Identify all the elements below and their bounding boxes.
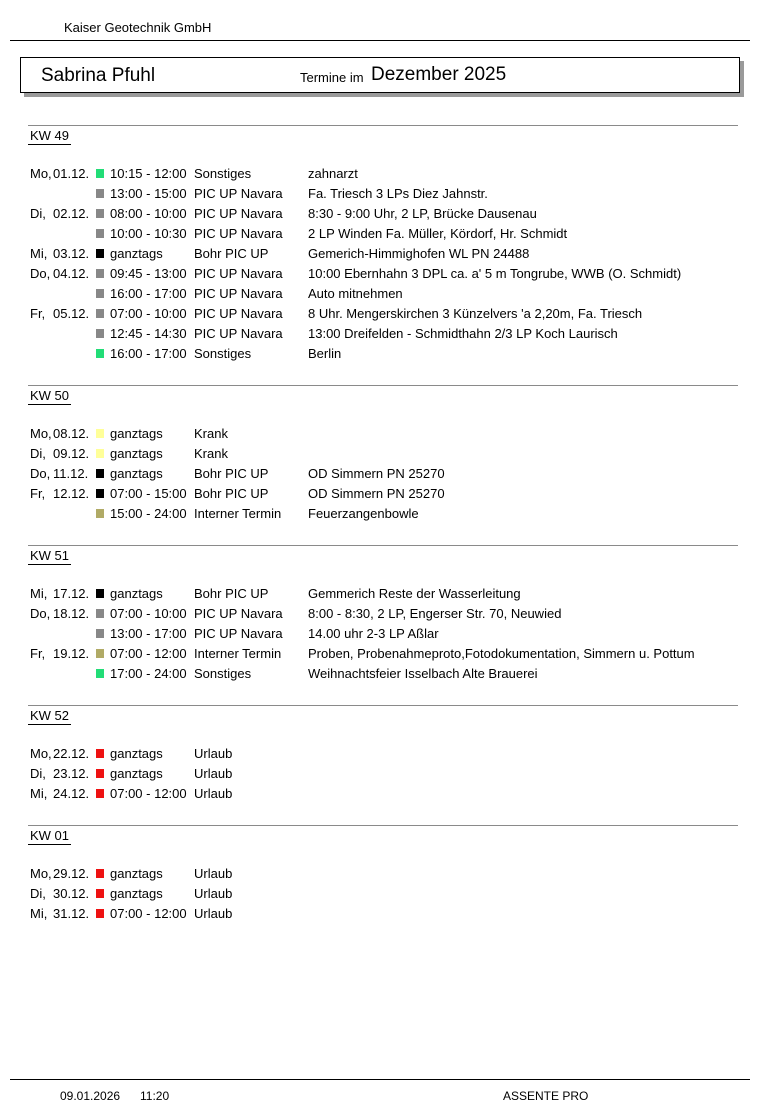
week-label: KW 01 bbox=[30, 828, 70, 843]
day-label: Di, bbox=[30, 446, 46, 461]
date-label: 01.12. bbox=[53, 166, 90, 181]
category-label: PIC UP Navara bbox=[194, 226, 283, 241]
day-label: Fr, bbox=[30, 486, 46, 501]
date-label: 23.12. bbox=[53, 766, 90, 781]
description: 10:00 Ebernhahn 3 DPL ca. a' 5 m Tongrube, WWB (O. Schmidt) bbox=[308, 266, 682, 281]
description: 14.00 uhr 2-3 LP Aßlar bbox=[308, 626, 439, 641]
date-label: 30.12. bbox=[53, 886, 90, 901]
day-label: Mi, bbox=[30, 786, 48, 801]
category-label: Interner Termin bbox=[194, 646, 282, 661]
footer-divider bbox=[10, 1079, 750, 1080]
week-label: KW 52 bbox=[30, 708, 70, 723]
day-label: Fr, bbox=[30, 306, 46, 321]
time-range: 13:00 - 15:00 bbox=[110, 186, 187, 201]
week-divider bbox=[28, 705, 738, 706]
description: OD Simmern PN 25270 bbox=[308, 466, 445, 481]
description: 8:30 - 9:00 Uhr, 2 LP, Brücke Dausenau bbox=[308, 206, 537, 221]
category-color-square bbox=[96, 609, 104, 618]
day-label: Mo, bbox=[30, 426, 52, 441]
app-name: ASSENTE PRO bbox=[503, 1089, 589, 1103]
category-color-square bbox=[96, 169, 104, 178]
description: Fa. Triesch 3 LPs Diez Jahnstr. bbox=[308, 186, 488, 201]
time-range: 07:00 - 12:00 bbox=[110, 786, 187, 801]
description: Berlin bbox=[308, 346, 342, 361]
time-range: ganztags bbox=[110, 446, 163, 461]
day-label: Do, bbox=[30, 466, 51, 481]
category-color-square bbox=[96, 509, 104, 518]
header-divider bbox=[10, 40, 750, 41]
time-range: 07:00 - 10:00 bbox=[110, 306, 187, 321]
day-label: Di, bbox=[30, 206, 46, 221]
description: 2 LP Winden Fa. Müller, Kördorf, Hr. Schmidt bbox=[308, 226, 568, 241]
category-color-square bbox=[96, 209, 104, 218]
time-range: 08:00 - 10:00 bbox=[110, 206, 187, 221]
company-name: Kaiser Geotechnik GmbH bbox=[64, 20, 212, 35]
category-label: Sonstiges bbox=[194, 166, 252, 181]
time-range: 07:00 - 12:00 bbox=[110, 646, 187, 661]
time-range: ganztags bbox=[110, 766, 163, 781]
date-label: 09.12. bbox=[53, 446, 90, 461]
date-label: 24.12. bbox=[53, 786, 90, 801]
description: Feuerzangenbowle bbox=[308, 506, 419, 521]
category-label: Bohr PIC UP bbox=[194, 486, 269, 501]
category-color-square bbox=[96, 449, 104, 458]
time-range: ganztags bbox=[110, 746, 163, 761]
week-divider bbox=[28, 125, 738, 126]
category-color-square bbox=[96, 189, 104, 198]
week-divider bbox=[28, 545, 738, 546]
category-color-square bbox=[96, 229, 104, 238]
category-color-square bbox=[96, 749, 104, 758]
day-label: Mi, bbox=[30, 586, 48, 601]
category-color-square bbox=[96, 649, 104, 658]
time-range: ganztags bbox=[110, 466, 163, 481]
category-color-square bbox=[96, 489, 104, 498]
date-label: 05.12. bbox=[53, 306, 90, 321]
category-color-square bbox=[96, 429, 104, 438]
category-color-square bbox=[96, 889, 104, 898]
time-range: 16:00 - 17:00 bbox=[110, 346, 187, 361]
time-range: ganztags bbox=[110, 586, 163, 601]
day-label: Mo, bbox=[30, 866, 52, 881]
date-label: 18.12. bbox=[53, 606, 90, 621]
date-label: 11.12. bbox=[53, 466, 89, 481]
category-color-square bbox=[96, 789, 104, 798]
date-label: 12.12. bbox=[53, 486, 90, 501]
date-label: 31.12. bbox=[53, 906, 90, 921]
description: zahnarzt bbox=[308, 166, 358, 181]
time-range: 09:45 - 13:00 bbox=[110, 266, 187, 281]
category-label: Urlaub bbox=[194, 866, 233, 881]
time-range: 17:00 - 24:00 bbox=[110, 666, 187, 681]
date-label: 29.12. bbox=[53, 866, 90, 881]
month-title: Dezember 2025 bbox=[371, 64, 507, 85]
category-label: Krank bbox=[194, 446, 228, 461]
time-range: 10:15 - 12:00 bbox=[110, 166, 187, 181]
week-label: KW 51 bbox=[30, 548, 70, 563]
termine-label: Termine im bbox=[300, 70, 364, 85]
category-color-square bbox=[96, 589, 104, 598]
category-label: PIC UP Navara bbox=[194, 186, 283, 201]
time-range: 12:45 - 14:30 bbox=[110, 326, 187, 341]
category-label: Krank bbox=[194, 426, 228, 441]
time-range: 07:00 - 15:00 bbox=[110, 486, 187, 501]
print-date: 09.01.2026 bbox=[60, 1089, 121, 1103]
category-color-square bbox=[96, 309, 104, 318]
description: 8 Uhr. Mengerskirchen 3 Künzelvers 'a 2,20m, Fa. Triesch bbox=[308, 306, 643, 321]
category-color-square bbox=[96, 669, 104, 678]
date-label: 03.12. bbox=[53, 246, 90, 261]
category-color-square bbox=[96, 769, 104, 778]
category-label: Urlaub bbox=[194, 786, 233, 801]
date-label: 19.12. bbox=[53, 646, 90, 661]
day-label: Di, bbox=[30, 766, 46, 781]
time-range: ganztags bbox=[110, 866, 163, 881]
week-label: KW 50 bbox=[30, 388, 70, 403]
category-label: PIC UP Navara bbox=[194, 206, 283, 221]
time-range: ganztags bbox=[110, 246, 163, 261]
category-label: Bohr PIC UP bbox=[194, 586, 269, 601]
category-color-square bbox=[96, 269, 104, 278]
time-range: 07:00 - 12:00 bbox=[110, 906, 187, 921]
description: Gemmerich Reste der Wasserleitung bbox=[308, 586, 521, 601]
category-label: Urlaub bbox=[194, 886, 233, 901]
category-label: PIC UP Navara bbox=[194, 626, 283, 641]
category-label: Bohr PIC UP bbox=[194, 466, 269, 481]
day-label: Mo, bbox=[30, 746, 52, 761]
date-label: 04.12. bbox=[53, 266, 90, 281]
category-label: Interner Termin bbox=[194, 506, 282, 521]
print-time: 11:20 bbox=[140, 1089, 170, 1103]
day-label: Di, bbox=[30, 886, 46, 901]
category-label: Urlaub bbox=[194, 746, 233, 761]
description: Gemerich-Himmighofen WL PN 24488 bbox=[308, 246, 530, 261]
day-label: Mo, bbox=[30, 166, 52, 181]
day-label: Mi, bbox=[30, 246, 48, 261]
date-label: 02.12. bbox=[53, 206, 90, 221]
date-label: 08.12. bbox=[53, 426, 90, 441]
date-label: 22.12. bbox=[53, 746, 90, 761]
time-range: 15:00 - 24:00 bbox=[110, 506, 187, 521]
day-label: Fr, bbox=[30, 646, 46, 661]
category-color-square bbox=[96, 329, 104, 338]
week-divider bbox=[28, 385, 738, 386]
description: 13:00 Dreifelden - Schmidthahn 2/3 LP Koch Laurisch bbox=[308, 326, 618, 341]
category-color-square bbox=[96, 349, 104, 358]
description: Weihnachtsfeier Isselbach Alte Brauerei bbox=[308, 666, 538, 681]
category-label: PIC UP Navara bbox=[194, 326, 283, 341]
description: OD Simmern PN 25270 bbox=[308, 486, 445, 501]
category-label: PIC UP Navara bbox=[194, 606, 283, 621]
person-name: Sabrina Pfuhl bbox=[41, 65, 156, 86]
category-color-square bbox=[96, 289, 104, 298]
category-label: Sonstiges bbox=[194, 346, 252, 361]
time-range: 07:00 - 10:00 bbox=[110, 606, 187, 621]
category-color-square bbox=[96, 629, 104, 638]
description: Proben, Probenahmeproto,Fotodokumentation, Simmern u. Pottum bbox=[308, 646, 695, 661]
category-label: Urlaub bbox=[194, 766, 233, 781]
day-label: Mi, bbox=[30, 906, 48, 921]
category-label: Sonstiges bbox=[194, 666, 252, 681]
description: Auto mitnehmen bbox=[308, 286, 403, 301]
category-label: PIC UP Navara bbox=[194, 286, 283, 301]
week-divider bbox=[28, 825, 738, 826]
category-label: Bohr PIC UP bbox=[194, 246, 269, 261]
time-range: 16:00 - 17:00 bbox=[110, 286, 187, 301]
time-range: ganztags bbox=[110, 426, 163, 441]
week-label: KW 49 bbox=[30, 128, 70, 143]
day-label: Do, bbox=[30, 606, 51, 621]
time-range: 10:00 - 10:30 bbox=[110, 226, 187, 241]
time-range: 13:00 - 17:00 bbox=[110, 626, 187, 641]
date-label: 17.12. bbox=[53, 586, 90, 601]
category-color-square bbox=[96, 869, 104, 878]
description: 8:00 - 8:30, 2 LP, Engerser Str. 70, Neuwied bbox=[308, 606, 562, 621]
category-label: Urlaub bbox=[194, 906, 233, 921]
category-color-square bbox=[96, 909, 104, 918]
time-range: ganztags bbox=[110, 886, 163, 901]
category-label: PIC UP Navara bbox=[194, 306, 283, 321]
title-box bbox=[20, 57, 740, 93]
category-color-square bbox=[96, 469, 104, 478]
day-label: Do, bbox=[30, 266, 51, 281]
category-color-square bbox=[96, 249, 104, 258]
category-label: PIC UP Navara bbox=[194, 266, 283, 281]
